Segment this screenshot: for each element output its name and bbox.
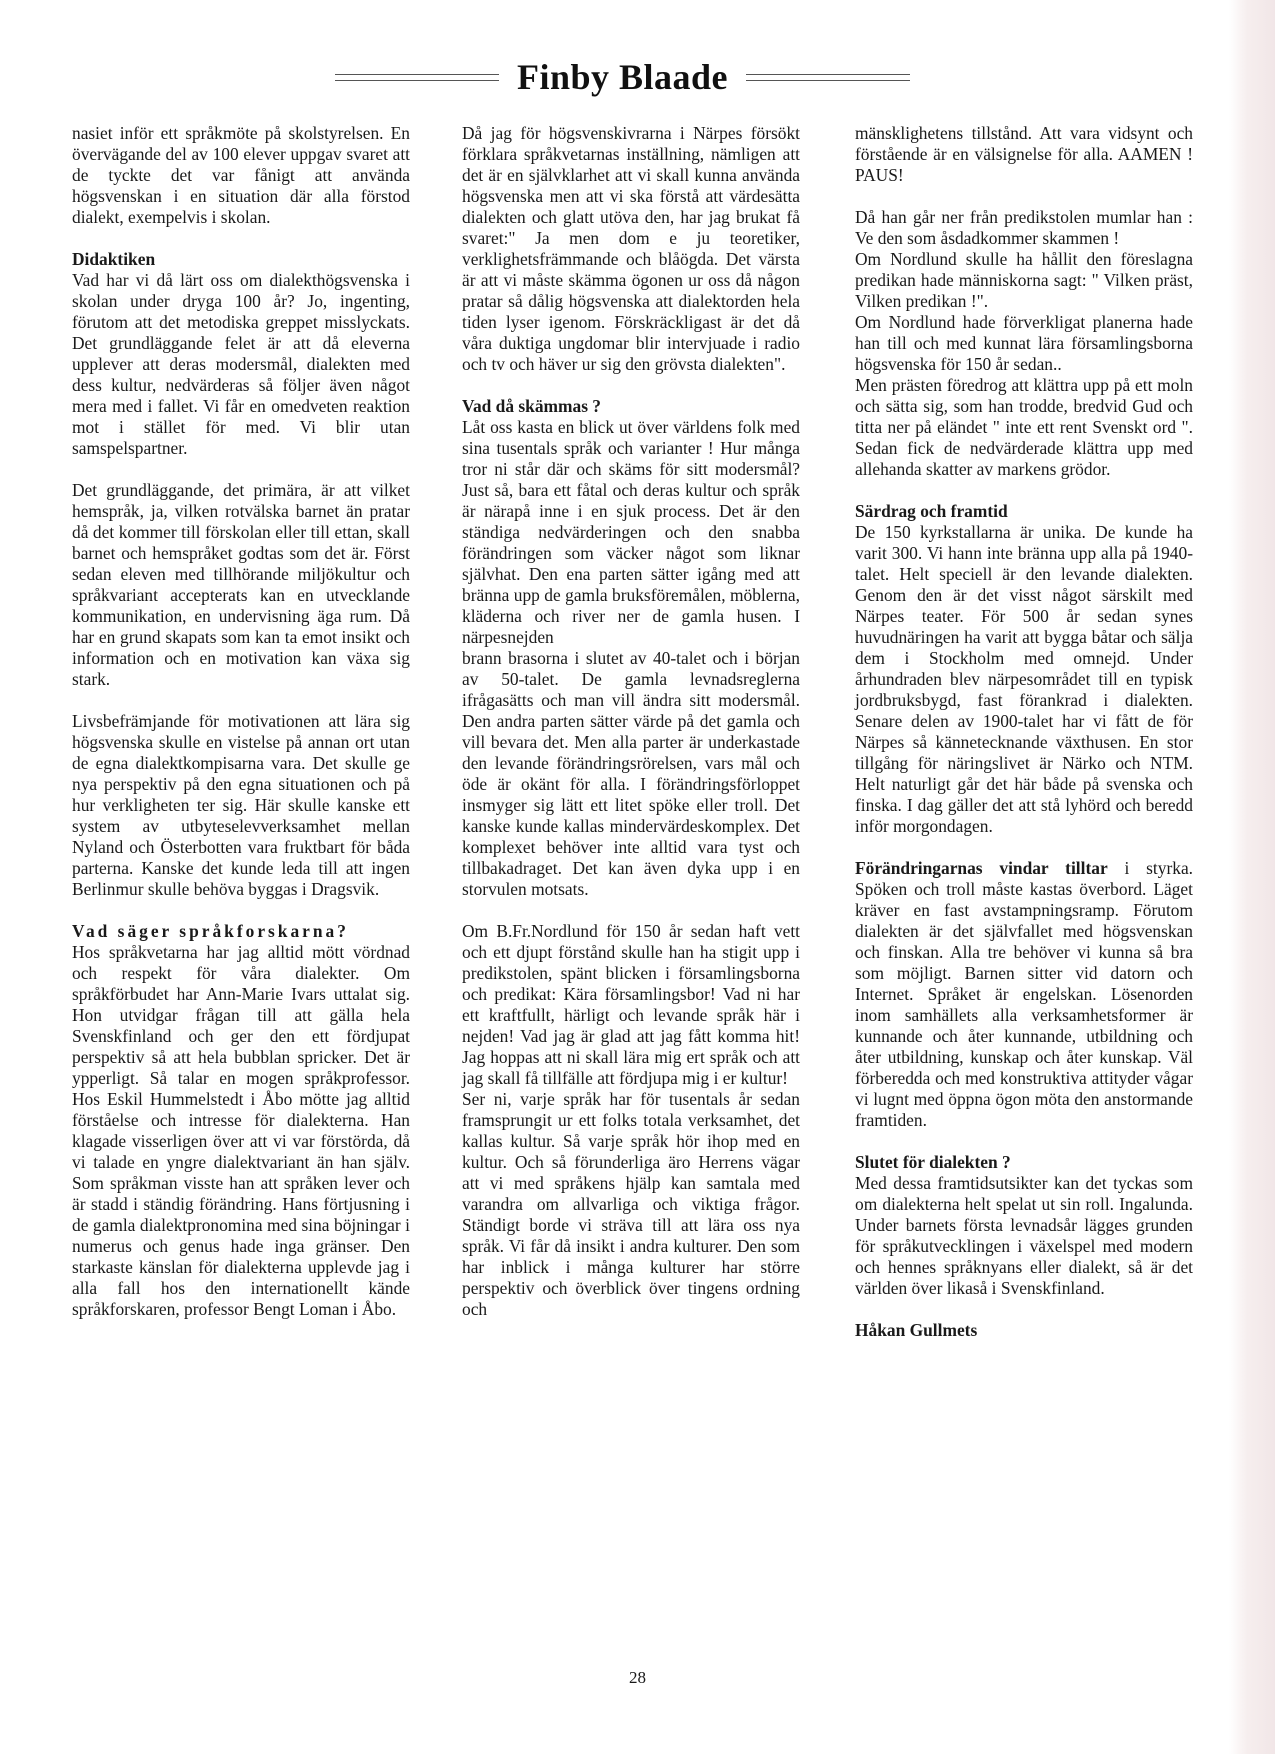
- paragraph: Då han går ner från predikstolen mumlar han : Ve den som åsdadkommer skammen !: [855, 207, 1193, 248]
- paragraph: Låt oss kasta en blick ut över världens folk med sina tusentals språk och varianter ! Hur många tror ni står där och skäms för sitt modersmål? Just så, bara ett fåtal och deras kultur och språk är närapå inne i en sjuk process. Det är den ständiga nedvärderingen och den snabba förändringen som väcker något som liknar självhat. Den ena parten sätter igång med att bränna upp de gamla bruksföremålen, möblerna, kläderna och river ner de gamla husen. I närpesnejden: [462, 417, 800, 647]
- paragraph: Om Nordlund hade förverkligat planerna hade han till och med kunnat lära församlingsborna högsvenska för 150 år sedan..: [855, 312, 1193, 374]
- page-number: 28: [629, 1668, 646, 1687]
- paragraph: Med dessa framtidsutsikter kan det tyckas som om dialekterna helt spelat ut sin roll. Ingalunda. Under barnets första levnadsår lägges grunden för språkutvecklingen i växelspel med modern och hennes språknyans eller dialekt, så är det världen över likaså i Svenskfinland.: [855, 1173, 1193, 1298]
- paragraph: Om Nordlund skulle ha hållit den föreslagna predikan hade människorna sagt: " Vilken präst, Vilken predikan !".: [855, 249, 1193, 311]
- paragraph: brann brasorna i slutet av 40-talet och i början av 50-talet. De gamla levnadsreglerna ifrågasätts och man vill ändra sitt modersmål. Den andra parten sätter värde på det gamla och vill bevara det. Men alla parter är underkastade den levande förändringsrörelsen, vars mål och öde är okänt för alla. I förändringsförloppet insmyger sig lätt ett litet spöke eller troll. Det kanske kunde kallas mindervärdeskomplex. Det komplexet behöver inte alltid vara tyst och tillbakadraget. Det kan även dyka upp i en storvulen motsats.: [462, 648, 800, 899]
- column-3: [855, 123, 1193, 1341]
- paragraph: Det grundläggande, det primära, är att vilket hemspråk, ja, vilken rotvälska barnet än pratar då det kommer till förskolan eller till ettan, skall barnet och hemspråket godtas som det är. Först sedan eleven med tillhörande miljökultur och språkvariant accepterats kan en utvecklande kommunikation, en undervisning äga rum. Då har en grund skapats som kan ta emot insikt och information och en motivation kan växa sig stark.: [72, 480, 410, 689]
- column-2: [462, 123, 800, 1320]
- section-heading: Slutet för dialekten ?: [855, 1152, 1011, 1172]
- paragraph: nasiet inför ett språkmöte på skolstyrelsen. En övervägande del av 100 elever uppgav svaret att de tyckte det var fånigt att använda högsvenskan i en situation där alla förstod dialekt, exempelvis i skolan.: [72, 123, 410, 227]
- masthead: [335, 52, 910, 102]
- inline-heading: Förändringarnas vindar tilltar: [855, 858, 1108, 878]
- paragraph: Men prästen föredrog att klättra upp på ett moln och sätta sig, som han trodde, bredvid Gud och titta ner på eländet " inte ett rent Svenskt ord ". Sedan fick de nedvärderade klättra upp med allehanda skatter av markens grödor.: [855, 375, 1193, 479]
- paragraph: Livsbefrämjande för motivationen att lära sig högsvenska skulle en vistelse på annan ort utan de egna dialektkompisarna vara. Det skulle ge nya perspektiv på den egna situationen och på hur verkligheten ter sig. Här skulle kanske ett system av utbyteselevverksamhet mellan Nyland och Österbotten vara fruktbart för båda parterna. Kanske det kunde leda till att ingen Berlinmur skulle behöva byggas i Dragsvik.: [72, 711, 410, 899]
- paragraph: De 150 kyrkstallarna är unika. De kunde ha varit 300. Vi hann inte bränna upp alla på 1940-talet. Helt speciell är den levande dialekten. Genom den är det visst något särskilt med Närpes teater. För 500 år sedan synes huvudnäringen ha varit att bygga båtar och sälja dem i Stockholm med omnejd. Under århundraden blev närpesområdet till en typisk jordbruksbygd, fast förankrad i dialekten. Senare delen av 1900-talet har vi fått de för Närpes så kännetecknande växthusen. En stor tillgång för näringslivet är Närko och NTM. Helt naturligt går det här både på svenska och finska. I dag gäller det att stå lyhörd och beredd inför morgondagen.: [855, 522, 1193, 836]
- masthead-rule-right: [746, 74, 910, 81]
- section-heading: Vad då skämmas ?: [462, 396, 602, 416]
- paragraph: Då jag för högsvenskivrarna i Närpes försökt förklara språkvetarnas inställning, nämligen att det är en självklarhet att vi skall kunna använda högsvenska men att vi ska förstå att värdesätta dialekten och glatt utöva den, har jag brukat få svaret:" Ja men dom e ju teoretiker, verklighetsfrämmande och blåögda. Det värsta är att vi måste skämma ögonen ur oss då någon pratar så dålig högsvenska att dialektorden hela tiden lyser igenom. Förskräckligast är det då våra duktiga ungdomar blir intervjuade i radio och tv och häver ur sig den grövsta dialekten".: [462, 123, 800, 374]
- paragraph-with-inline-heading: [855, 858, 1193, 1131]
- section-heading: Didaktiken: [72, 249, 156, 269]
- paragraph: mänsklighetens tillstånd. Att vara vidsynt och förstående är en välsignelse för alla. AAMEN ! PAUS!: [855, 123, 1193, 185]
- section-heading: Vad säger språkforskarna?: [72, 921, 349, 941]
- page-edge-shadow: [1229, 0, 1275, 1754]
- paragraph: Ser ni, varje språk har för tusentals år sedan framsprungit ur ett folks totala verksamhet, det kallas kultur. Så varje språk hör ihop med en kultur. Och så förunderliga äro Herrens vägar att vi med språkens hjälp kan samtala med varandra om allvarliga och viktiga frågor. Ständigt borde vi sträva till att lära oss nya språk. Vi får då insikt i andra kulturer. Den som har inblick i många kulturer har större perspektiv och överblick över tingens ordning och: [462, 1089, 800, 1319]
- page-title: Finby Blaade: [516, 57, 729, 97]
- paragraph: Vad har vi då lärt oss om dialekthögsvenska i skolan under dryga 100 år? Jo, ingenting, förutom att det metodiska greppet misslyckats. Det grundläggande felet är att då eleverna upplever att deras modersmål, dialekten med dess kultur, nedvärderas så följer även något mera med i fallet. Vi får en omedveten reaktion mot i stället för med. Vi blir utan samspelspartner.: [72, 270, 410, 458]
- masthead-rule-left: [335, 74, 499, 81]
- section-heading: Särdrag och framtid: [855, 501, 1008, 521]
- paragraph: Om B.Fr.Nordlund för 150 år sedan haft vett och ett djupt förstånd skulle han ha stigit upp i predikstolen, spänt blicken i församlingsborna och predikat: Kära församlingsbor! Vad ni har ett kraftfullt, härligt och levande språk här i nejden! Vad jag är glad att jag fått komma hit! Jag hoppas att ni skall lära mig ert språk och att jag skall få tillfälle att fördjupa mig i er kultur!: [462, 921, 800, 1088]
- paragraph: Hos språkvetarna har jag alltid mött vördnad och respekt för våra dialekter. Om språkförbudet har Ann-Marie Ivars uttalat sig. Hon utvidgar frågan till att gälla hela Svenskfinland och ger den ett fördjupat perspektiv så att hela bubblan spricker. Det är ypperligt. Så talar en mogen språkprofessor. Hos Eskil Hummelstedt i Åbo mötte jag alltid förståelse och intresse för dialekterna. Han klagade visserligen över att vi var förstörda, då vi talade en yngre dialektvariant än han själv. Som språkman visste han att språken lever och är stadd i ständig förändring. Hans förtjusning i de gamla dialektpronomina med sina böjningar i numerus och genus hade inga gränser. Den starkaste känslan för dialekterna upplevde jag i alla fall hos den internationellt kände språkforskaren, professor Bengt Loman i Åbo.: [72, 942, 410, 1319]
- column-1: [72, 123, 410, 1320]
- author-signature: Håkan Gullmets: [855, 1320, 978, 1340]
- paragraph-text: i styrka. Spöken och troll måste kastas överbord. Läget kräver en fast avstampningsramp. Förutom dialekten är det självfallet med högsvenskan och finskan. Alla tre behöver vi kunna så bra som möjligt. Barnen sitter vid datorn och Internet. Språket är engelskan. Lösenorden inom samhällets alla verksamhetsformer är kunnande och åter kunnande, utbildning och åter utbildning, kunskap och åter kunskap. Väl förberedda och med konstruktiva attityder vågar vi lugnt med öppna ögon möta den anstormande framtiden.: [855, 858, 1194, 1130]
